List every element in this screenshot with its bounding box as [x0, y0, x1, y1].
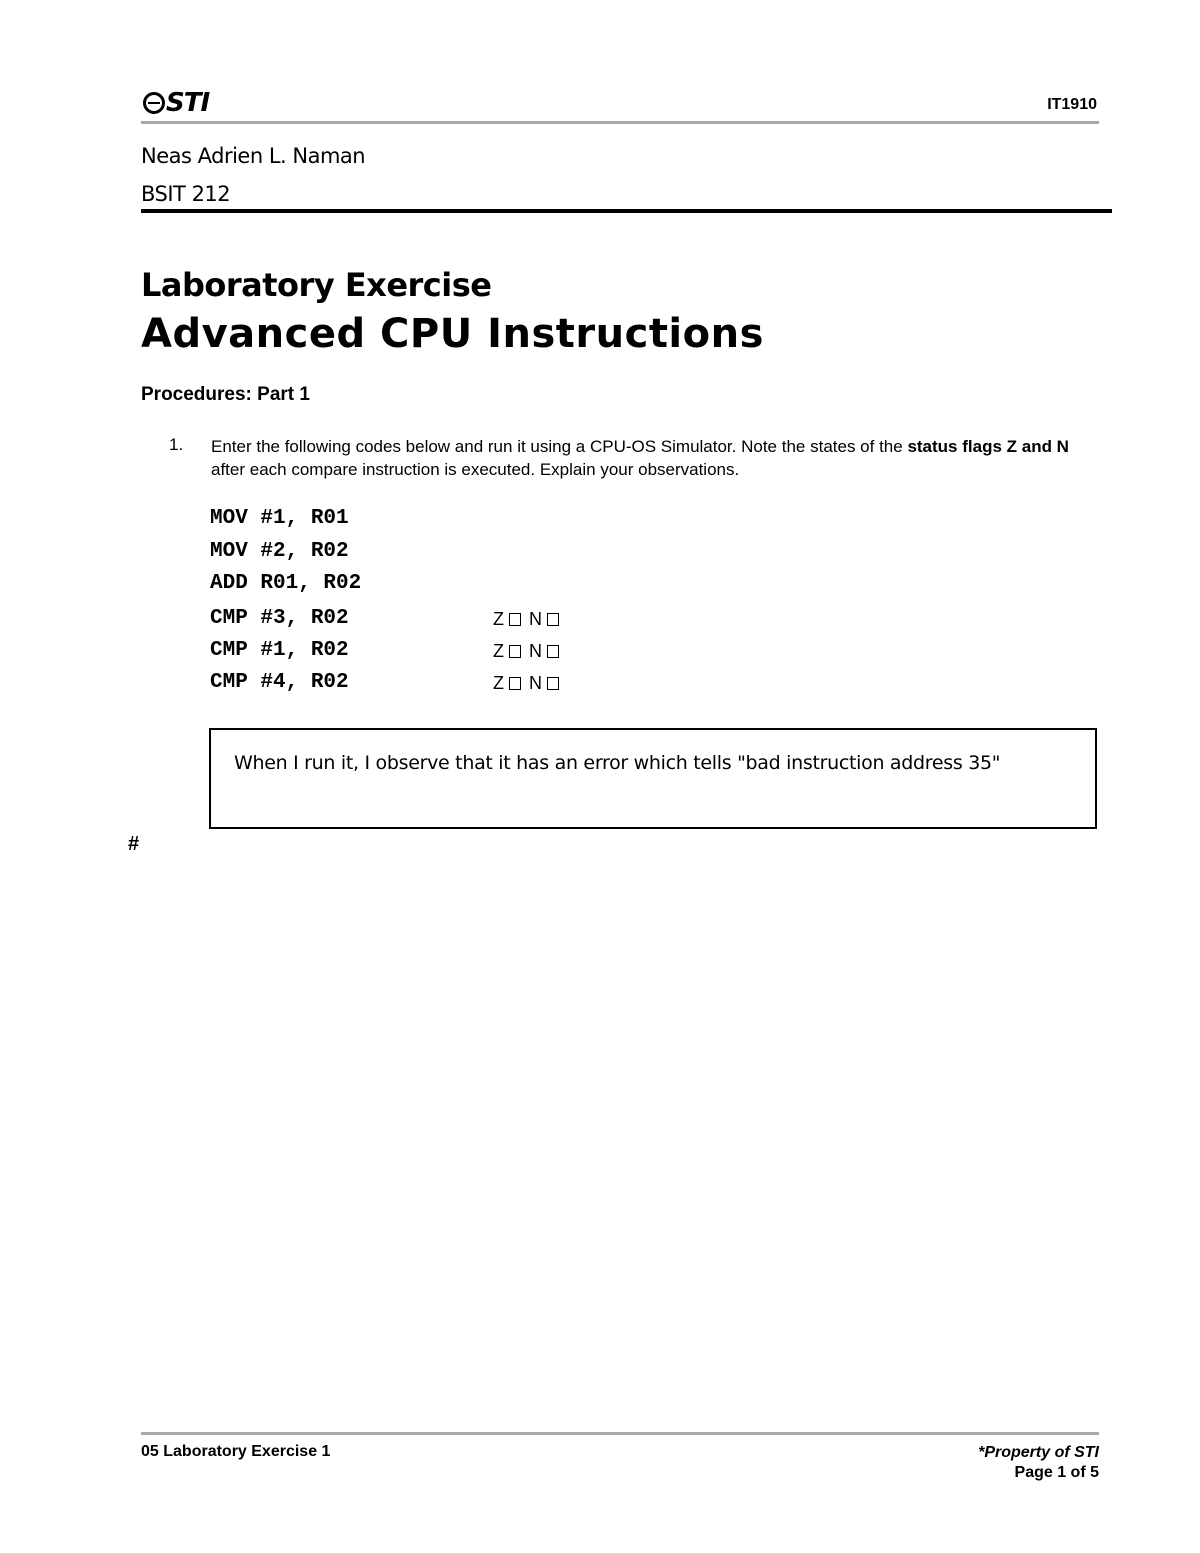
- flag-z-checkbox[interactable]: [509, 677, 521, 690]
- code-line: CMP #3, R02: [210, 607, 349, 630]
- property-notice: *Property of STI: [978, 1444, 1099, 1461]
- answer-box[interactable]: [209, 728, 1097, 829]
- flag-z-label: Z: [493, 641, 504, 661]
- flag-n-label: N: [529, 673, 542, 693]
- procedures-heading: Procedures: Part 1: [141, 384, 310, 405]
- flag-z-label: Z: [493, 673, 504, 693]
- code-line: ADD R01, R02: [210, 572, 362, 595]
- page-number: Page 1 of 5: [1014, 1464, 1099, 1481]
- step-text-part: after each compare instruction is executed. Explain your observations.: [211, 460, 740, 479]
- stray-mark: #: [128, 833, 140, 855]
- student-divider: [141, 209, 1112, 213]
- flag-n-checkbox[interactable]: [547, 645, 559, 658]
- step-number: 1.: [169, 435, 184, 454]
- student-section: BSIT 212: [141, 182, 231, 206]
- flag-n-checkbox[interactable]: [547, 677, 559, 690]
- lab-title: Laboratory Exercise: [141, 266, 492, 304]
- code-line: CMP #4, R02: [210, 671, 349, 694]
- course-code: IT1910: [1047, 96, 1097, 113]
- step-text-part: Enter the following codes below and run it using a CPU-OS Simulator. Note the states of the: [211, 437, 908, 456]
- flag-n-checkbox[interactable]: [547, 613, 559, 626]
- step-instructions: [211, 435, 1091, 481]
- flag-n-label: N: [529, 609, 542, 629]
- flag-z-label: Z: [493, 609, 504, 629]
- student-name: Neas Adrien L. Naman: [141, 144, 366, 168]
- code-line: MOV #1, R01: [210, 507, 349, 530]
- step-text-bold: status flags Z and N: [907, 437, 1069, 456]
- code-line: CMP #1, R02: [210, 639, 349, 662]
- flag-z-checkbox[interactable]: [509, 613, 521, 626]
- flags-row: [493, 673, 562, 694]
- code-line: MOV #2, R02: [210, 540, 349, 563]
- logo-text: STI: [166, 88, 210, 118]
- flag-z-checkbox[interactable]: [509, 645, 521, 658]
- flag-n-label: N: [529, 641, 542, 661]
- header-divider: [141, 121, 1099, 124]
- footer-doc-title: 05 Laboratory Exercise 1: [141, 1443, 331, 1460]
- globe-icon: [143, 92, 165, 114]
- page-title: Advanced CPU Instructions: [141, 311, 764, 357]
- answer-text: When I run it, I observe that it has an error which tells "bad instruction address 35": [234, 752, 1001, 774]
- flags-row: [493, 609, 562, 630]
- sti-logo: [143, 88, 209, 118]
- footer-divider: [141, 1432, 1099, 1435]
- flags-row: [493, 641, 562, 662]
- footer-right: [978, 1443, 1099, 1483]
